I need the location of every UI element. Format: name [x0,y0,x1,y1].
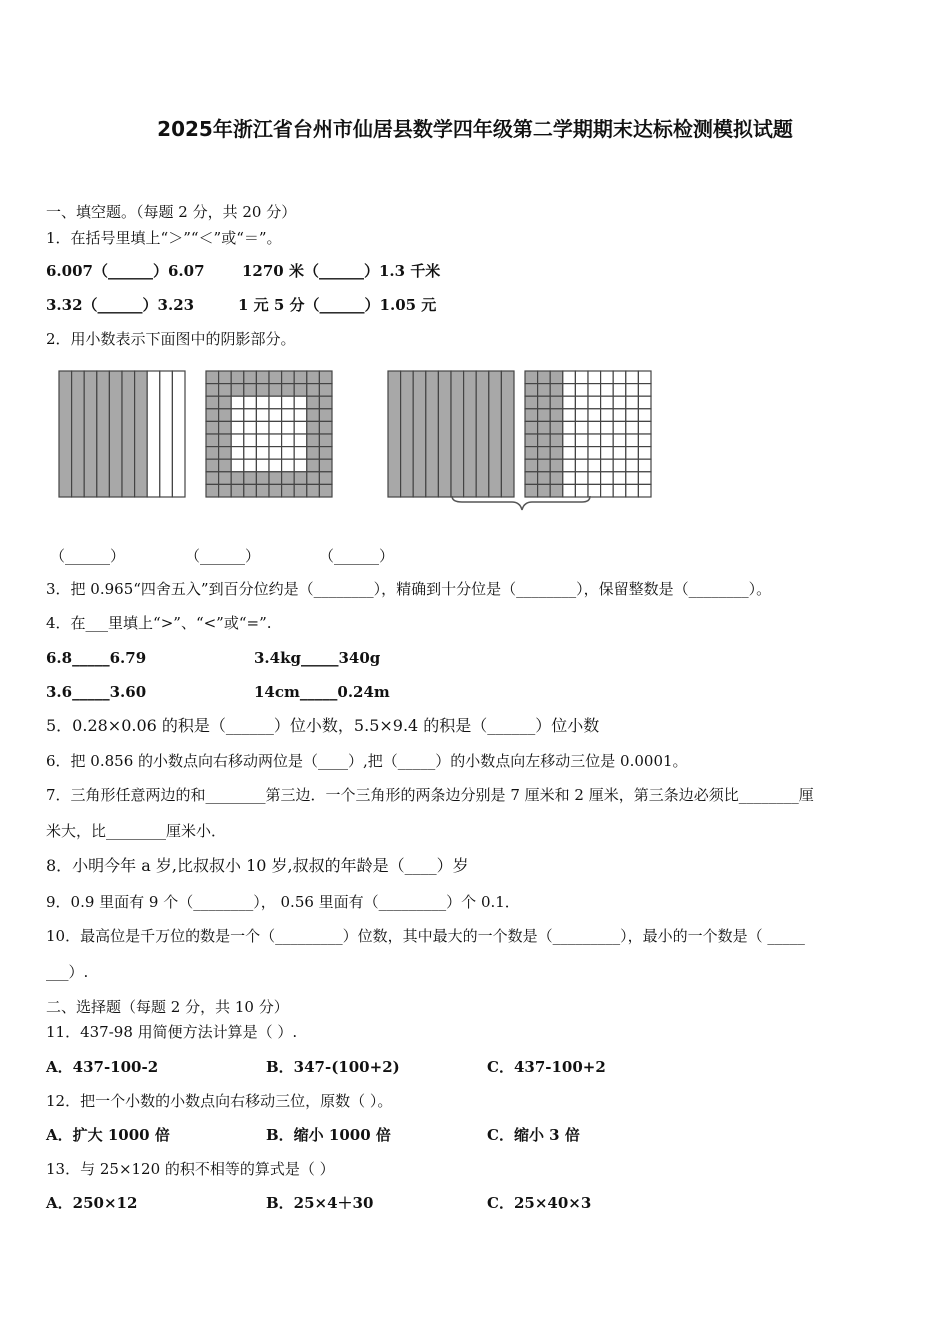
grid-cell [601,447,614,460]
grid-cell [294,396,307,409]
strip-cell [122,371,135,497]
brace-icon [440,494,600,514]
grid-cell [638,459,651,472]
grid-cell [256,384,269,397]
grid-cell [525,472,538,485]
grid-cell [256,371,269,384]
strip-cell [160,371,173,497]
question-2-stem: 2．用小数表示下面图中的阴影部分。 [46,330,296,348]
grid-cell [525,447,538,460]
strip-cell [135,371,148,497]
grid-cell [282,396,295,409]
grid-cell [231,409,244,422]
grid-cell [563,434,576,447]
option-b: B．25×4＋30 [266,1194,374,1212]
question-13-stem: 13．与 25×120 的积不相等的算式是（ ） [46,1160,335,1178]
grid-cell [256,421,269,434]
grid-cell [231,384,244,397]
question-10-line-1: 10．最高位是千万位的数是一个（_________）位数，其中最大的一个数是（_________），最小的一个数是（ _____ [46,927,805,945]
grid-cell [319,447,332,460]
grid-cell [588,447,601,460]
grid-cell [206,409,219,422]
grid-cell [256,409,269,422]
grid-cell [563,421,576,434]
grid-cell [601,484,614,497]
option-b: B．347-(100+2) [266,1058,400,1076]
strip-cell [59,371,72,497]
grid-cell [601,384,614,397]
grid-cell [626,472,639,485]
figure-strips-1 [58,370,186,498]
question-4-item: 6.8_____6.79 [46,649,147,667]
grid-cell [588,371,601,384]
strip-cell [109,371,122,497]
grid-cell [563,371,576,384]
question-7-line-2: 米大，比________厘米小． [46,822,227,840]
section-2-heading: 二、选择题（每题 2 分，共 10 分） [46,998,289,1016]
grid-cell [626,484,639,497]
strip-cell [72,371,85,497]
grid-cell [231,421,244,434]
grid-cell [525,409,538,422]
question-3: 3．把 0.965“四舍五入”到百分位约是（________），精确到十分位是（________），保留整数是（________）。 [46,580,772,598]
grid-cell [256,447,269,460]
grid-cell [638,396,651,409]
grid-cell [575,396,588,409]
grid-cell [244,434,257,447]
grid-cell [231,434,244,447]
grid-cell [294,472,307,485]
grid-cell [588,459,601,472]
grid-cell [206,421,219,434]
grid-cell [269,396,282,409]
grid-cell [269,434,282,447]
grid-cell [206,459,219,472]
grid-cell [550,421,563,434]
grid-cell [294,409,307,422]
strip-cell [451,371,464,497]
answer-blank: （______） [319,547,395,565]
grid-cell [638,472,651,485]
grid-cell [525,421,538,434]
grid-cell [294,421,307,434]
grid-cell [538,434,551,447]
strip-cell [97,371,110,497]
grid-cell [538,409,551,422]
grid-cell [269,421,282,434]
strip-cell [147,371,160,497]
grid-cell [575,434,588,447]
grid-cell [282,484,295,497]
grid-cell [319,421,332,434]
grid-cell [601,434,614,447]
grid-cell [638,484,651,497]
grid-cell [563,396,576,409]
grid-cell [294,459,307,472]
strip-cell [388,371,401,497]
grid-cell [294,484,307,497]
grid-cell [219,472,232,485]
strip-cell [489,371,502,497]
grid-cell [206,484,219,497]
strip-cell [476,371,489,497]
grid-cell [613,384,626,397]
grid-cell [307,484,320,497]
page-title: 2025年浙江省台州市仙居县数学四年级第二学期期末达标检测模拟试题 [157,117,793,141]
answer-blank: （______） [185,547,261,565]
grid-cell [282,421,295,434]
option-c: C．25×40×3 [487,1194,592,1212]
strip-cell [84,371,97,497]
grid-cell [638,409,651,422]
question-1-item: 1 元 5 分（______）1.05 元 [238,296,437,314]
grid-cell [206,472,219,485]
grid-cell [307,434,320,447]
strip-cell [426,371,439,497]
strip-cell [464,371,477,497]
grid-cell [538,472,551,485]
grid-cell [219,409,232,422]
grid-cell [307,396,320,409]
section-1-heading: 一、填空题。（每题 2 分，共 20 分） [46,203,297,221]
grid-cell [307,371,320,384]
question-5: 5．0.28×0.06 的积是（______）位小数，5.5×9.4 的积是（______）位小数 [46,716,600,735]
grid-cell [626,447,639,460]
grid-cell [626,459,639,472]
grid-cell [638,447,651,460]
grid-cell [538,459,551,472]
grid-cell [294,371,307,384]
grid-cell [588,472,601,485]
grid-cell [525,396,538,409]
grid-cell [626,434,639,447]
grid-cell [538,421,551,434]
grid-cell [282,384,295,397]
grid-cell [244,384,257,397]
grid-cell [319,396,332,409]
grid-cell [206,434,219,447]
grid-cell [319,459,332,472]
grid-cell [206,447,219,460]
question-11-stem: 11．437-98 用简便方法计算是（ ）. [46,1023,298,1041]
grid-cell [613,484,626,497]
grid-cell [538,371,551,384]
grid-cell [550,459,563,472]
grid-cell [269,409,282,422]
strip-cell [413,371,426,497]
grid-cell [638,421,651,434]
grid-cell [563,472,576,485]
strip-cell [501,371,514,497]
grid-cell [550,409,563,422]
grid-cell [231,484,244,497]
grid-cell [269,459,282,472]
grid-cell [550,384,563,397]
grid-cell [244,484,257,497]
grid-cell [601,459,614,472]
grid-cell [307,384,320,397]
grid-cell [588,409,601,422]
grid-cell [319,409,332,422]
grid-cell [550,396,563,409]
grid-cell [525,384,538,397]
grid-cell [282,371,295,384]
grid-cell [613,409,626,422]
grid-cell [307,409,320,422]
grid-cell [525,371,538,384]
question-8: 8．小明今年 a 岁,比叔叔小 10 岁,叔叔的年龄是（____）岁 [46,856,469,875]
question-9: 9．0.9 里面有 9 个（________）， 0.56 里面有（_________）个 0.1． [46,893,520,911]
grid-cell [588,396,601,409]
grid-cell [244,447,257,460]
grid-cell [319,384,332,397]
grid-cell [219,459,232,472]
grid-cell [575,371,588,384]
grid-cell [575,447,588,460]
grid-cell [588,384,601,397]
grid-cell [219,484,232,497]
strip-cell [438,371,451,497]
grid-cell [319,472,332,485]
grid-cell [269,371,282,384]
question-10-line-2: ___）. [46,963,89,981]
option-a: A．250×12 [46,1194,138,1212]
grid-cell [638,371,651,384]
grid-cell [231,371,244,384]
grid-cell [206,396,219,409]
grid-cell [319,484,332,497]
grid-cell [601,421,614,434]
figure-strips-2 [387,370,515,498]
option-c: C．437-100+2 [487,1058,606,1076]
question-1-stem: 1．在括号里填上“＞”“＜”或“＝”。 [46,229,282,247]
question-7-line-1: 7．三角形任意两边的和________第三边．一个三角形的两条边分别是 7 厘米和 2 厘米，第三条边必须比________厘 [46,786,814,804]
grid-cell [613,472,626,485]
grid-cell [256,459,269,472]
strip-cell [172,371,185,497]
grid-cell [244,396,257,409]
grid-cell [282,447,295,460]
grid-cell [638,434,651,447]
grid-cell [219,371,232,384]
grid-cell [626,409,639,422]
grid-cell [206,384,219,397]
grid-cell [231,447,244,460]
grid-cell [601,472,614,485]
grid-cell [613,371,626,384]
grid-cell [307,472,320,485]
grid-cell [588,421,601,434]
question-4-item: 3.6_____3.60 [46,683,147,701]
grid-cell [282,472,295,485]
grid-cell [613,396,626,409]
grid-cell [294,434,307,447]
option-a: A．扩大 1000 倍 [46,1126,170,1144]
grid-cell [626,371,639,384]
grid-cell [601,396,614,409]
grid-cell [613,421,626,434]
grid-cell [575,472,588,485]
question-4-item: 3.4kg_____340g [254,649,381,667]
grid-cell [219,447,232,460]
grid-cell [575,409,588,422]
option-c: C．缩小 3 倍 [487,1126,580,1144]
grid-cell [319,371,332,384]
grid-cell [231,459,244,472]
grid-cell [613,434,626,447]
question-1-item: 6.007（______）6.07 [46,262,205,280]
figure-grid-2 [524,370,652,498]
grid-cell [538,447,551,460]
grid-cell [231,472,244,485]
strip-cell [401,371,414,497]
grid-cell [282,459,295,472]
figure-grid-1 [205,370,333,498]
grid-cell [219,396,232,409]
grid-cell [626,421,639,434]
grid-cell [256,472,269,485]
grid-cell [307,447,320,460]
grid-cell [294,384,307,397]
grid-cell [269,472,282,485]
question-1-item: 1270 米（______）1.3 千米 [242,262,441,280]
grid-cell [563,409,576,422]
grid-cell [219,384,232,397]
grid-cell [601,371,614,384]
grid-cell [256,434,269,447]
grid-cell [256,396,269,409]
question-4-stem: 4．在___里填上“>”、“<”或“=”. [46,614,272,632]
grid-cell [269,484,282,497]
grid-cell [575,459,588,472]
option-b: B．缩小 1000 倍 [266,1126,391,1144]
grid-cell [626,384,639,397]
grid-cell [282,409,295,422]
question-12-stem: 12．把一个小数的小数点向右移动三位，原数（ ）。 [46,1092,393,1110]
grid-cell [613,447,626,460]
grid-cell [256,484,269,497]
option-a: A．437-100-2 [46,1058,159,1076]
grid-cell [538,396,551,409]
grid-cell [219,421,232,434]
grid-cell [319,434,332,447]
grid-cell [244,472,257,485]
grid-cell [294,447,307,460]
grid-cell [563,459,576,472]
grid-cell [563,447,576,460]
grid-cell [269,447,282,460]
grid-cell [307,421,320,434]
question-4-item: 14cm_____0.24m [254,683,390,701]
grid-cell [269,384,282,397]
grid-cell [550,371,563,384]
grid-cell [538,384,551,397]
grid-cell [282,434,295,447]
grid-cell [244,459,257,472]
question-1-item: 3.32（______）3.23 [46,296,195,314]
grid-cell [613,459,626,472]
grid-cell [307,459,320,472]
grid-cell [206,371,219,384]
grid-cell [550,472,563,485]
grid-cell [244,421,257,434]
grid-cell [231,396,244,409]
grid-cell [601,409,614,422]
grid-cell [219,434,232,447]
grid-cell [244,409,257,422]
grid-cell [525,434,538,447]
grid-cell [575,421,588,434]
grid-cell [588,434,601,447]
question-6: 6．把 0.856 的小数点向右移动两位是（____）,把（_____）的小数点向左移动三位是 0.0001。 [46,752,688,770]
grid-cell [563,384,576,397]
grid-cell [550,447,563,460]
grid-cell [638,384,651,397]
answer-blank: （______） [50,547,126,565]
grid-cell [244,371,257,384]
grid-cell [550,434,563,447]
grid-cell [626,396,639,409]
grid-cell [525,459,538,472]
grid-cell [575,384,588,397]
